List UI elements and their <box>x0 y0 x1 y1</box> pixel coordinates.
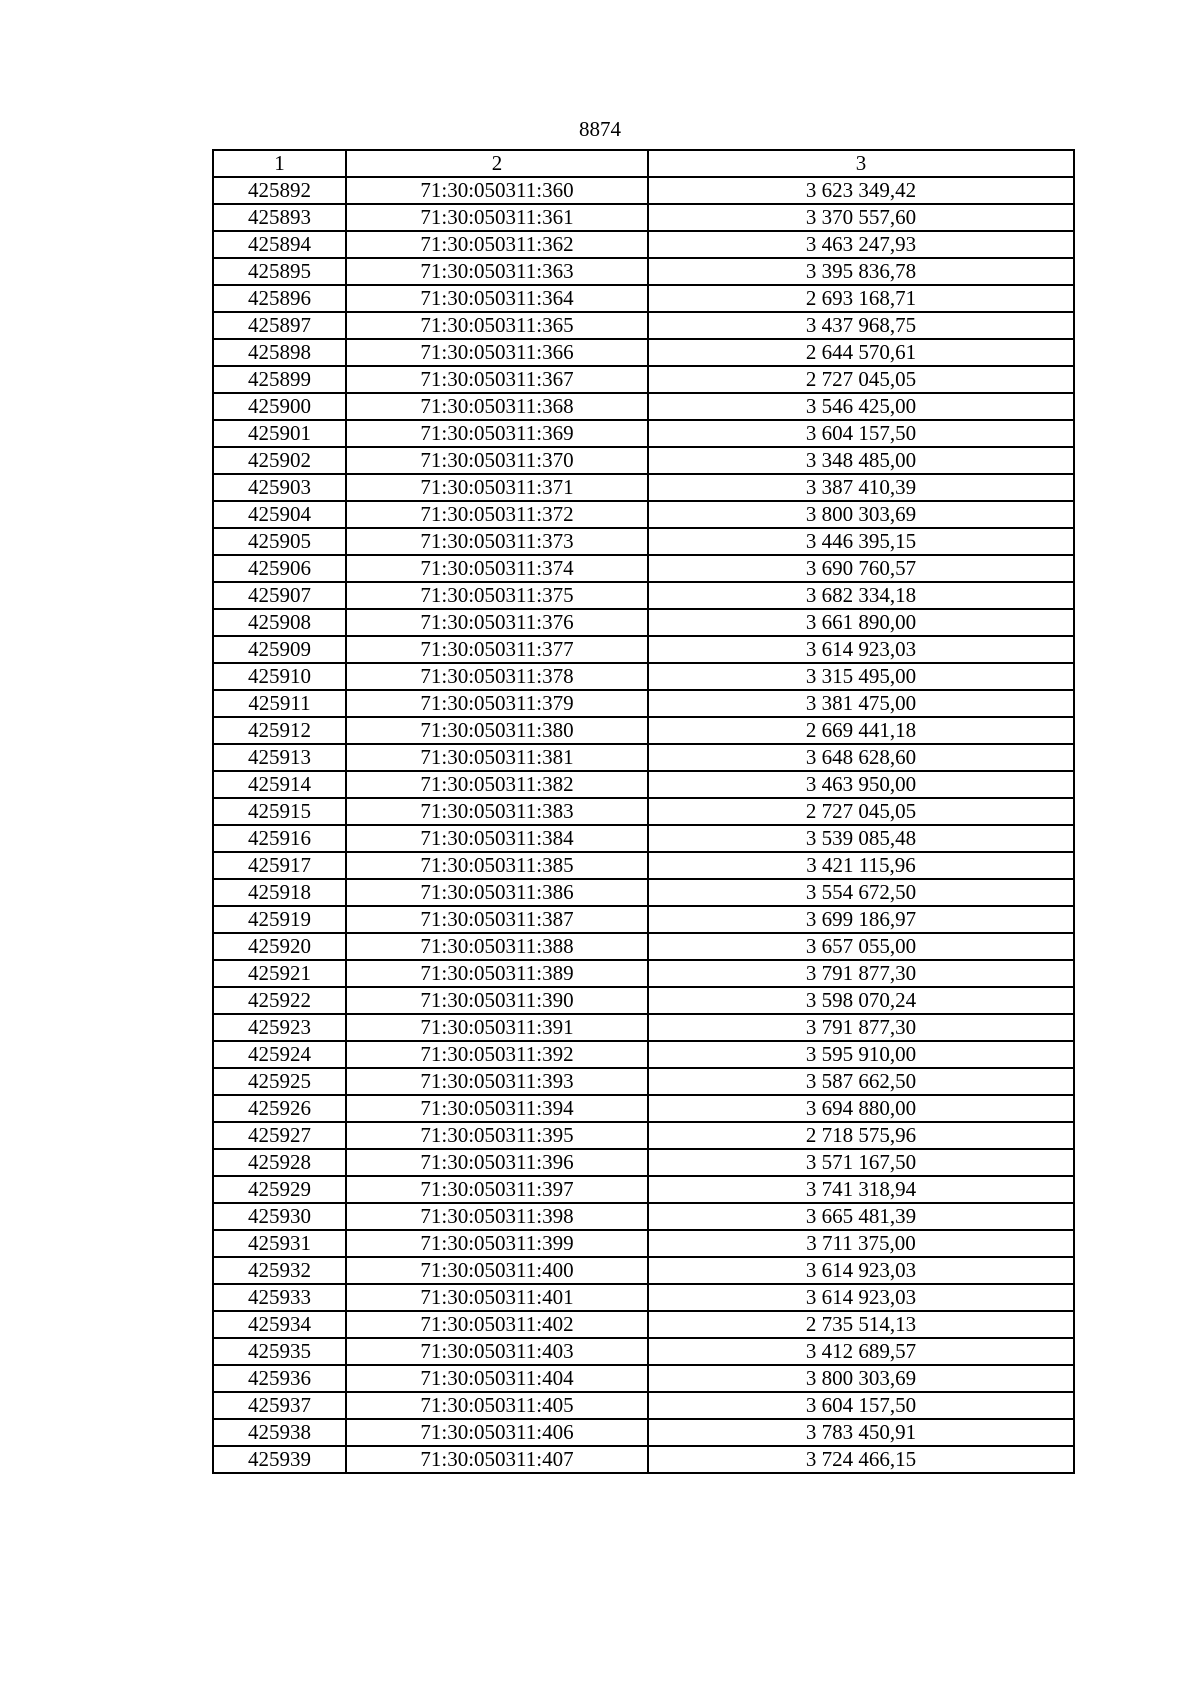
table-row <box>213 528 1074 555</box>
table-row <box>213 1176 1074 1203</box>
table-row <box>213 1014 1074 1041</box>
cadastral-value-cell: 2 644 570,61 <box>648 339 1074 366</box>
row-number-cell: 425933 <box>213 1284 346 1311</box>
cadastral-value-cell: 3 539 085,48 <box>648 825 1074 852</box>
table-row <box>213 960 1074 987</box>
cadastral-number-cell: 71:30:050311:390 <box>346 987 648 1014</box>
cadastral-number-cell: 71:30:050311:379 <box>346 690 648 717</box>
row-number-cell: 425917 <box>213 852 346 879</box>
table-row <box>213 555 1074 582</box>
column-header-2: 2 <box>346 150 648 177</box>
cadastral-value-cell: 2 727 045,05 <box>648 798 1074 825</box>
table-row <box>213 1041 1074 1068</box>
cadastral-number-cell: 71:30:050311:400 <box>346 1257 648 1284</box>
table-row <box>213 663 1074 690</box>
cadastral-number-cell: 71:30:050311:365 <box>346 312 648 339</box>
row-number-cell: 425919 <box>213 906 346 933</box>
table-row <box>213 825 1074 852</box>
page-number: 8874 <box>579 117 621 141</box>
cadastral-number-cell: 71:30:050311:362 <box>346 231 648 258</box>
cadastral-number-cell: 71:30:050311:381 <box>346 744 648 771</box>
table-row <box>213 906 1074 933</box>
table-row <box>213 312 1074 339</box>
row-number-cell: 425907 <box>213 582 346 609</box>
table-row <box>213 1068 1074 1095</box>
table-row <box>213 1230 1074 1257</box>
row-number-cell: 425909 <box>213 636 346 663</box>
cadastral-number-cell: 71:30:050311:392 <box>346 1041 648 1068</box>
table-row <box>213 717 1074 744</box>
cadastral-value-cell: 2 669 441,18 <box>648 717 1074 744</box>
table-row <box>213 447 1074 474</box>
cadastral-value-cell: 2 727 045,05 <box>648 366 1074 393</box>
row-number-cell: 425925 <box>213 1068 346 1095</box>
cadastral-number-cell: 71:30:050311:360 <box>346 177 648 204</box>
cadastral-value-cell: 3 387 410,39 <box>648 474 1074 501</box>
row-number-cell: 425897 <box>213 312 346 339</box>
column-header-3: 3 <box>648 150 1074 177</box>
row-number-cell: 425939 <box>213 1446 346 1473</box>
cadastral-number-cell: 71:30:050311:378 <box>346 663 648 690</box>
table-row <box>213 231 1074 258</box>
table-row <box>213 1392 1074 1419</box>
table-row <box>213 582 1074 609</box>
cadastral-number-cell: 71:30:050311:404 <box>346 1365 648 1392</box>
row-number-cell: 425927 <box>213 1122 346 1149</box>
table-row <box>213 636 1074 663</box>
table-row <box>213 420 1074 447</box>
table-row <box>213 744 1074 771</box>
cadastral-number-cell: 71:30:050311:402 <box>346 1311 648 1338</box>
cadastral-number-cell: 71:30:050311:389 <box>346 960 648 987</box>
cadastral-number-cell: 71:30:050311:366 <box>346 339 648 366</box>
table-row <box>213 1284 1074 1311</box>
row-number-cell: 425921 <box>213 960 346 987</box>
cadastral-number-cell: 71:30:050311:382 <box>346 771 648 798</box>
cadastral-number-cell: 71:30:050311:387 <box>346 906 648 933</box>
row-number-cell: 425935 <box>213 1338 346 1365</box>
table-row <box>213 1338 1074 1365</box>
table-row <box>213 1149 1074 1176</box>
cadastral-value-cell: 3 800 303,69 <box>648 1365 1074 1392</box>
cadastral-value-cell: 3 661 890,00 <box>648 609 1074 636</box>
table-row <box>213 366 1074 393</box>
cadastral-number-cell: 71:30:050311:391 <box>346 1014 648 1041</box>
cadastral-value-cell: 3 783 450,91 <box>648 1419 1074 1446</box>
cadastral-value-cell: 3 348 485,00 <box>648 447 1074 474</box>
row-number-cell: 425901 <box>213 420 346 447</box>
row-number-cell: 425904 <box>213 501 346 528</box>
cadastral-value-cell: 3 546 425,00 <box>648 393 1074 420</box>
row-number-cell: 425920 <box>213 933 346 960</box>
row-number-cell: 425929 <box>213 1176 346 1203</box>
cadastral-number-cell: 71:30:050311:405 <box>346 1392 648 1419</box>
row-number-cell: 425892 <box>213 177 346 204</box>
table-row <box>213 474 1074 501</box>
cadastral-number-cell: 71:30:050311:399 <box>346 1230 648 1257</box>
row-number-cell: 425910 <box>213 663 346 690</box>
cadastral-value-cell: 3 614 923,03 <box>648 1284 1074 1311</box>
table-row <box>213 204 1074 231</box>
row-number-cell: 425912 <box>213 717 346 744</box>
table-row <box>213 393 1074 420</box>
row-number-cell: 425908 <box>213 609 346 636</box>
table-row <box>213 1365 1074 1392</box>
cadastral-number-cell: 71:30:050311:403 <box>346 1338 648 1365</box>
cadastral-value-cell: 3 587 662,50 <box>648 1068 1074 1095</box>
table-row <box>213 1446 1074 1473</box>
row-number-cell: 425906 <box>213 555 346 582</box>
cadastral-value-cell: 3 623 349,42 <box>648 177 1074 204</box>
cadastral-value-cell: 3 554 672,50 <box>648 879 1074 906</box>
cadastral-number-cell: 71:30:050311:398 <box>346 1203 648 1230</box>
row-number-cell: 425918 <box>213 879 346 906</box>
table-row <box>213 798 1074 825</box>
row-number-cell: 425924 <box>213 1041 346 1068</box>
cadastral-number-cell: 71:30:050311:401 <box>346 1284 648 1311</box>
row-number-cell: 425911 <box>213 690 346 717</box>
cadastral-number-cell: 71:30:050311:371 <box>346 474 648 501</box>
cadastral-number-cell: 71:30:050311:395 <box>346 1122 648 1149</box>
row-number-cell: 425893 <box>213 204 346 231</box>
cadastral-value-cell: 3 614 923,03 <box>648 636 1074 663</box>
table-row <box>213 609 1074 636</box>
cadastral-value-cell: 3 446 395,15 <box>648 528 1074 555</box>
cadastral-number-cell: 71:30:050311:393 <box>346 1068 648 1095</box>
cadastral-value-cell: 3 437 968,75 <box>648 312 1074 339</box>
cadastral-number-cell: 71:30:050311:394 <box>346 1095 648 1122</box>
cadastral-value-cell: 3 604 157,50 <box>648 1392 1074 1419</box>
cadastral-number-cell: 71:30:050311:380 <box>346 717 648 744</box>
column-header-1: 1 <box>213 150 346 177</box>
cadastral-value-cell: 3 598 070,24 <box>648 987 1074 1014</box>
row-number-cell: 425932 <box>213 1257 346 1284</box>
table-row <box>213 1257 1074 1284</box>
row-number-cell: 425903 <box>213 474 346 501</box>
row-number-cell: 425926 <box>213 1095 346 1122</box>
cadastral-number-cell: 71:30:050311:375 <box>346 582 648 609</box>
table-row <box>213 879 1074 906</box>
row-number-cell: 425923 <box>213 1014 346 1041</box>
row-number-cell: 425931 <box>213 1230 346 1257</box>
cadastral-value-cell: 3 791 877,30 <box>648 1014 1074 1041</box>
cadastral-value-cell: 3 421 115,96 <box>648 852 1074 879</box>
cadastral-number-cell: 71:30:050311:373 <box>346 528 648 555</box>
cadastral-value-cell: 2 735 514,13 <box>648 1311 1074 1338</box>
row-number-cell: 425896 <box>213 285 346 312</box>
table-body <box>213 177 1074 1473</box>
cadastral-number-cell: 71:30:050311:383 <box>346 798 648 825</box>
cadastral-value-cell: 3 657 055,00 <box>648 933 1074 960</box>
cadastral-value-cell: 3 412 689,57 <box>648 1338 1074 1365</box>
table-row <box>213 1203 1074 1230</box>
row-number-cell: 425928 <box>213 1149 346 1176</box>
row-number-cell: 425900 <box>213 393 346 420</box>
cadastral-value-cell: 3 724 466,15 <box>648 1446 1074 1473</box>
cadastral-number-cell: 71:30:050311:406 <box>346 1419 648 1446</box>
cadastral-value-cell: 3 800 303,69 <box>648 501 1074 528</box>
cadastral-value-cell: 3 395 836,78 <box>648 258 1074 285</box>
table-row <box>213 852 1074 879</box>
cadastral-number-cell: 71:30:050311:370 <box>346 447 648 474</box>
cadastral-value-cell: 3 604 157,50 <box>648 420 1074 447</box>
table-row <box>213 1311 1074 1338</box>
table-row <box>213 285 1074 312</box>
cadastral-value-cell: 2 718 575,96 <box>648 1122 1074 1149</box>
row-number-cell: 425899 <box>213 366 346 393</box>
table-row <box>213 987 1074 1014</box>
cadastral-value-cell: 3 665 481,39 <box>648 1203 1074 1230</box>
row-number-cell: 425922 <box>213 987 346 1014</box>
table-row <box>213 177 1074 204</box>
row-number-cell: 425898 <box>213 339 346 366</box>
cadastral-value-cell: 3 690 760,57 <box>648 555 1074 582</box>
row-number-cell: 425937 <box>213 1392 346 1419</box>
table-row <box>213 258 1074 285</box>
cadastral-number-cell: 71:30:050311:361 <box>346 204 648 231</box>
table-row <box>213 690 1074 717</box>
cadastral-value-cell: 3 699 186,97 <box>648 906 1074 933</box>
cadastral-number-cell: 71:30:050311:368 <box>346 393 648 420</box>
cadastral-number-cell: 71:30:050311:384 <box>346 825 648 852</box>
cadastral-number-cell: 71:30:050311:369 <box>346 420 648 447</box>
cadastral-value-cell: 3 381 475,00 <box>648 690 1074 717</box>
row-number-cell: 425916 <box>213 825 346 852</box>
cadastral-value-cell: 3 595 910,00 <box>648 1041 1074 1068</box>
row-number-cell: 425936 <box>213 1365 346 1392</box>
row-number-cell: 425934 <box>213 1311 346 1338</box>
cadastral-value-cell: 3 463 950,00 <box>648 771 1074 798</box>
table-row <box>213 1095 1074 1122</box>
row-number-cell: 425915 <box>213 798 346 825</box>
cadastral-number-cell: 71:30:050311:377 <box>346 636 648 663</box>
row-number-cell: 425895 <box>213 258 346 285</box>
cadastral-number-cell: 71:30:050311:364 <box>346 285 648 312</box>
row-number-cell: 425905 <box>213 528 346 555</box>
cadastral-value-cell: 3 463 247,93 <box>648 231 1074 258</box>
cadastral-value-cell: 3 614 923,03 <box>648 1257 1074 1284</box>
cadastral-value-table <box>212 149 1075 1474</box>
table-row <box>213 1419 1074 1446</box>
row-number-cell: 425938 <box>213 1419 346 1446</box>
cadastral-value-cell: 3 571 167,50 <box>648 1149 1074 1176</box>
row-number-cell: 425894 <box>213 231 346 258</box>
cadastral-number-cell: 71:30:050311:386 <box>346 879 648 906</box>
cadastral-value-cell: 3 791 877,30 <box>648 960 1074 987</box>
table-row <box>213 771 1074 798</box>
table-row <box>213 339 1074 366</box>
cadastral-value-cell: 3 711 375,00 <box>648 1230 1074 1257</box>
row-number-cell: 425914 <box>213 771 346 798</box>
cadastral-value-cell: 3 370 557,60 <box>648 204 1074 231</box>
cadastral-number-cell: 71:30:050311:367 <box>346 366 648 393</box>
cadastral-number-cell: 71:30:050311:363 <box>346 258 648 285</box>
row-number-cell: 425930 <box>213 1203 346 1230</box>
cadastral-number-cell: 71:30:050311:376 <box>346 609 648 636</box>
row-number-cell: 425902 <box>213 447 346 474</box>
table-header-row <box>213 150 1074 177</box>
cadastral-number-cell: 71:30:050311:407 <box>346 1446 648 1473</box>
table-row <box>213 1122 1074 1149</box>
cadastral-value-cell: 3 682 334,18 <box>648 582 1074 609</box>
table-row <box>213 501 1074 528</box>
cadastral-value-cell: 3 315 495,00 <box>648 663 1074 690</box>
cadastral-number-cell: 71:30:050311:388 <box>346 933 648 960</box>
cadastral-value-cell: 3 694 880,00 <box>648 1095 1074 1122</box>
cadastral-number-cell: 71:30:050311:385 <box>346 852 648 879</box>
cadastral-number-cell: 71:30:050311:397 <box>346 1176 648 1203</box>
cadastral-number-cell: 71:30:050311:396 <box>346 1149 648 1176</box>
cadastral-number-cell: 71:30:050311:374 <box>346 555 648 582</box>
table-row <box>213 933 1074 960</box>
row-number-cell: 425913 <box>213 744 346 771</box>
cadastral-value-cell: 3 741 318,94 <box>648 1176 1074 1203</box>
cadastral-value-cell: 3 648 628,60 <box>648 744 1074 771</box>
cadastral-number-cell: 71:30:050311:372 <box>346 501 648 528</box>
cadastral-value-cell: 2 693 168,71 <box>648 285 1074 312</box>
